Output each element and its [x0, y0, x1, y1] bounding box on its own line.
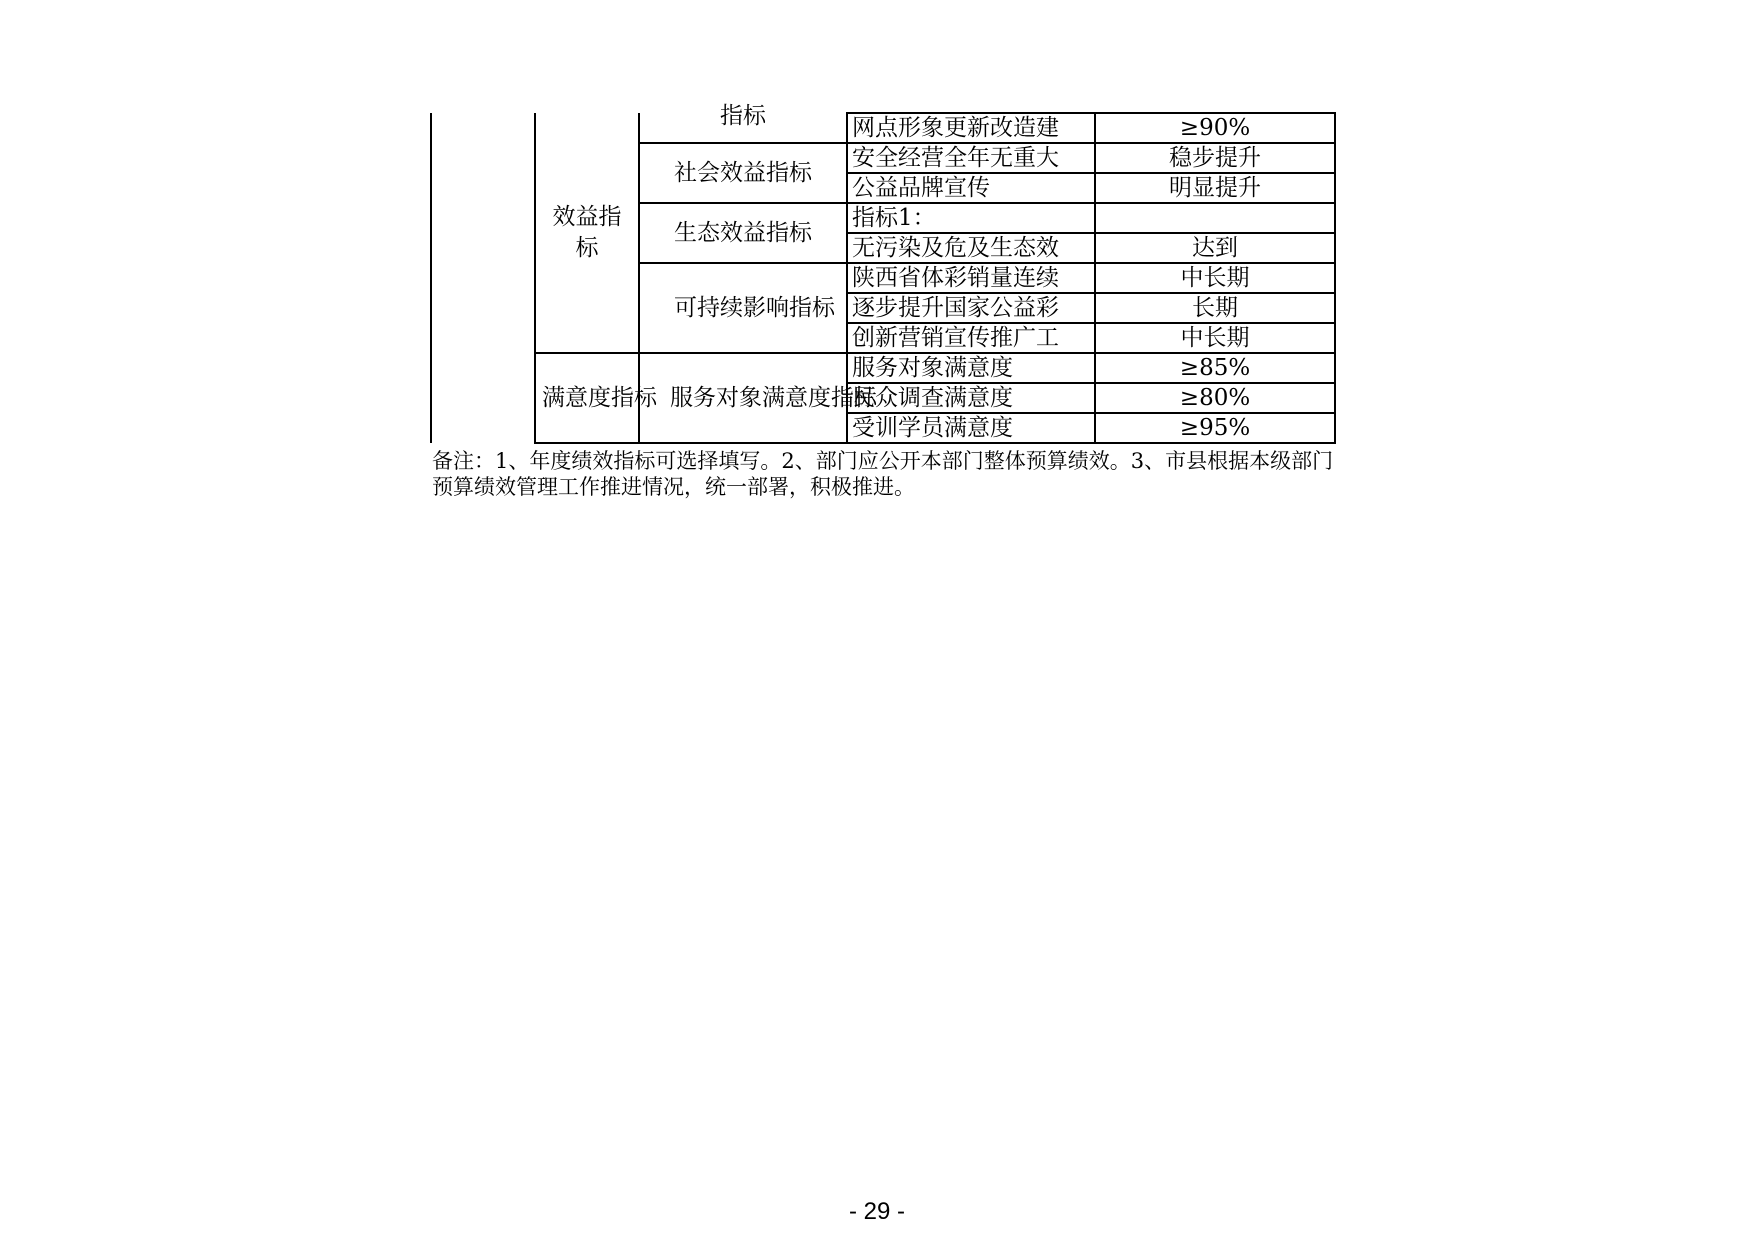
value-cell: 长期 [1095, 293, 1335, 323]
indicator-table-region [430, 102, 1334, 460]
category-label-sustain: 可持续影响指标 [674, 294, 835, 321]
indicator-cell: 公益品牌宣传 [847, 173, 1095, 203]
value-cell: 达到 [1095, 233, 1335, 263]
category-cell-social [639, 143, 847, 203]
category-label-service: 服务对象满意度指标 [670, 384, 877, 411]
category-cell-sustain [639, 263, 847, 353]
value-cell: 明显提升 [1095, 173, 1335, 203]
indicator-cell: 安全经营全年无重大 [847, 143, 1095, 173]
indicator-cell: 无污染及危及生态效 [847, 233, 1095, 263]
value-cell: 中长期 [1095, 263, 1335, 293]
indicator-cell: 民众调查满意度 [847, 383, 1095, 413]
group-label-benefit: 效益指标 [552, 203, 622, 261]
indicator-cell: 创新营销宣传推广工 [847, 323, 1095, 353]
category-label-social: 社会效益指标 [674, 159, 812, 186]
value-cell: ≥95% [1095, 413, 1335, 443]
indicator-cell: 逐步提升国家公益彩 [847, 293, 1095, 323]
group-label-satisfaction: 满意度指标 [542, 384, 657, 411]
indicator-cell: 服务对象满意度 [847, 353, 1095, 383]
category-label-partial: 指标 [720, 102, 766, 129]
indicator-cell: 受训学员满意度 [847, 413, 1095, 443]
outer-blank-cell [431, 113, 535, 443]
performance-indicator-table [430, 102, 1336, 444]
category-cell-eco [639, 203, 847, 263]
value-cell: 中长期 [1095, 323, 1335, 353]
group-cell-benefit [535, 113, 639, 353]
group-cell-satisfaction [535, 353, 657, 443]
table-row [431, 113, 1335, 143]
indicator-cell: 网点形象更新改造建 [847, 113, 1095, 143]
value-cell: ≥85% [1095, 353, 1335, 383]
footnote-line-1: 备注：1、年度绩效指标可选择填写。2、部门应公开本部门整体预算绩效。3、市县根据本级部门 [432, 449, 1334, 473]
value-cell: ≥80% [1095, 383, 1335, 413]
page-number: - 29 - [848, 1198, 905, 1225]
category-cell-service [639, 353, 877, 443]
category-label-eco: 生态效益指标 [674, 219, 812, 246]
value-cell: ≥90% [1095, 113, 1335, 143]
table-row [431, 353, 1335, 383]
indicator-cell: 陕西省体彩销量连续 [847, 263, 1095, 293]
category-cell-partial [639, 102, 847, 143]
indicator-cell: 指标1： [847, 203, 1095, 233]
value-cell: 稳步提升 [1095, 143, 1335, 173]
value-cell [1095, 203, 1335, 233]
table-footnote [432, 449, 1334, 499]
footnote-line-2: 预算绩效管理工作推进情况，统一部署，积极推进。 [432, 475, 915, 499]
